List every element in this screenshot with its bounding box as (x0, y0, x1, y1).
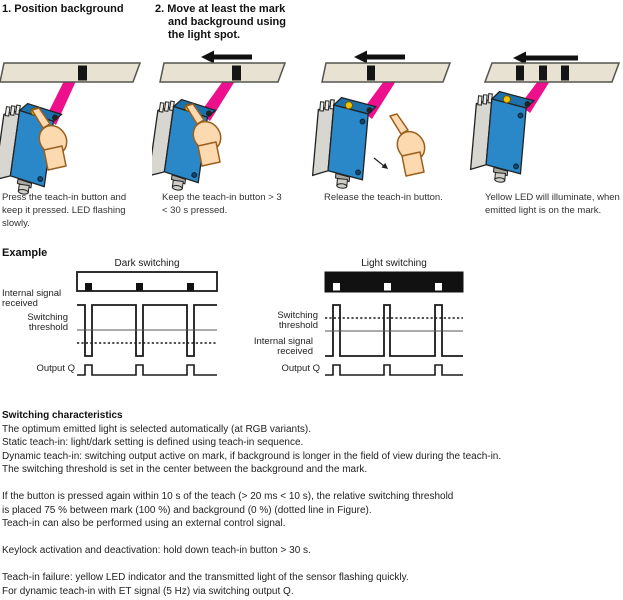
dark-internal-signal-waveform (77, 305, 217, 356)
example-heading: Example (2, 247, 48, 259)
characteristics-line: Teach-in can also be performed using an external control signal. (2, 518, 286, 529)
mark (435, 283, 442, 291)
dark-switching-threshold-label: Switching threshold (27, 312, 68, 333)
dark-output-q-label: Output Q (36, 363, 75, 374)
step-1-title (2, 3, 124, 16)
characteristics-line: For dynamic teach-in with ET signal (5 Hz) via switching output Q. (2, 585, 294, 597)
mark (561, 66, 569, 81)
background-strip (160, 63, 285, 82)
characteristics-line: Static teach-in: light/dark setting is defined using teach-in sequence. (2, 437, 304, 448)
screw-icon (360, 119, 365, 124)
release-direction-arrow-icon (374, 158, 388, 169)
light-switching-strip (325, 272, 463, 292)
yellow-led-icon (503, 95, 511, 103)
background-strip (0, 63, 140, 82)
step-2-title-line: 2. Move at least the mark (155, 3, 286, 15)
hand-release-icon (390, 114, 430, 176)
mark (136, 283, 143, 291)
screw-icon (518, 113, 523, 118)
step-2-title-line: the light spot. (168, 29, 241, 41)
switching-characteristics-heading: Switching characteristics (2, 410, 123, 421)
background-strip (485, 63, 619, 82)
step-3-caption: Release the teach-in button. (324, 192, 443, 203)
mark (333, 283, 340, 291)
characteristics-line: If the button is pressed again within 10 s of the teach (> 20 ms < 10 s), the relative switching threshold (2, 491, 454, 502)
move-left-arrow-icon (201, 51, 252, 64)
mark (384, 283, 391, 291)
teach-in-button-led (345, 101, 353, 109)
mark (187, 283, 194, 291)
background-strip (322, 63, 450, 82)
screw-icon (355, 170, 360, 175)
screw-icon (192, 172, 197, 177)
mark (85, 283, 92, 291)
dark-internal-signal-label: Internal signal received (2, 288, 62, 309)
light-switching-threshold-label: Switching threshold (277, 310, 318, 331)
screw-icon (513, 164, 518, 169)
dark-switching-strip (77, 272, 217, 291)
mark (539, 66, 547, 81)
light-internal-signal-label: Internal signal received (253, 336, 313, 357)
step-2-caption: Keep the teach-in button > 3 < 30 s pressed. (162, 192, 282, 216)
mark (232, 66, 241, 81)
sensor (470, 90, 535, 185)
switching-characteristics (2, 409, 622, 598)
characteristics-line: The optimum emitted light is selected automatically (at RGB variants). (2, 423, 312, 435)
step-2-title-line: and background using (168, 16, 286, 28)
characteristics-line (2, 558, 622, 572)
characteristics-line: is placed 75 % between mark (100 %) and background (0 %) (dotted line in Figure). (2, 504, 372, 516)
mark (516, 66, 524, 81)
light-switching-title: Light switching (361, 258, 427, 269)
light-internal-signal-waveform (325, 305, 463, 356)
characteristics-line (2, 477, 622, 491)
step-4-caption: Yellow LED will illuminate, when emitted light is on the mark. (485, 192, 620, 216)
light-output-q-label: Output Q (281, 363, 320, 374)
light-output-q-waveform (325, 365, 463, 375)
characteristics-line: Teach-in failure: yellow LED indicator and the transmitted light of the sensor flashing quickly. (2, 572, 409, 583)
step-1-title-line: 1. Position background (2, 3, 124, 15)
characteristics-line (2, 531, 622, 545)
characteristics-line: Keylock activation and deactivation: hold down teach-in button > 30 s. (2, 545, 311, 556)
screw-icon (38, 176, 43, 181)
step-1-caption: Press the teach-in button and keep it pressed. LED flashing slowly. (2, 192, 127, 229)
characteristics-line: Dynamic teach-in: switching output active on mark, if background is longer in the field of view during the teach-in. (2, 450, 502, 462)
characteristics-line: The switching threshold is set in the center between the background and the mark. (2, 464, 368, 475)
move-left-arrow-icon (354, 51, 405, 64)
dark-output-q-waveform (77, 365, 217, 375)
sensor (312, 96, 376, 191)
dark-switching-title: Dark switching (114, 258, 180, 269)
mark (78, 66, 87, 81)
mark (367, 66, 375, 81)
